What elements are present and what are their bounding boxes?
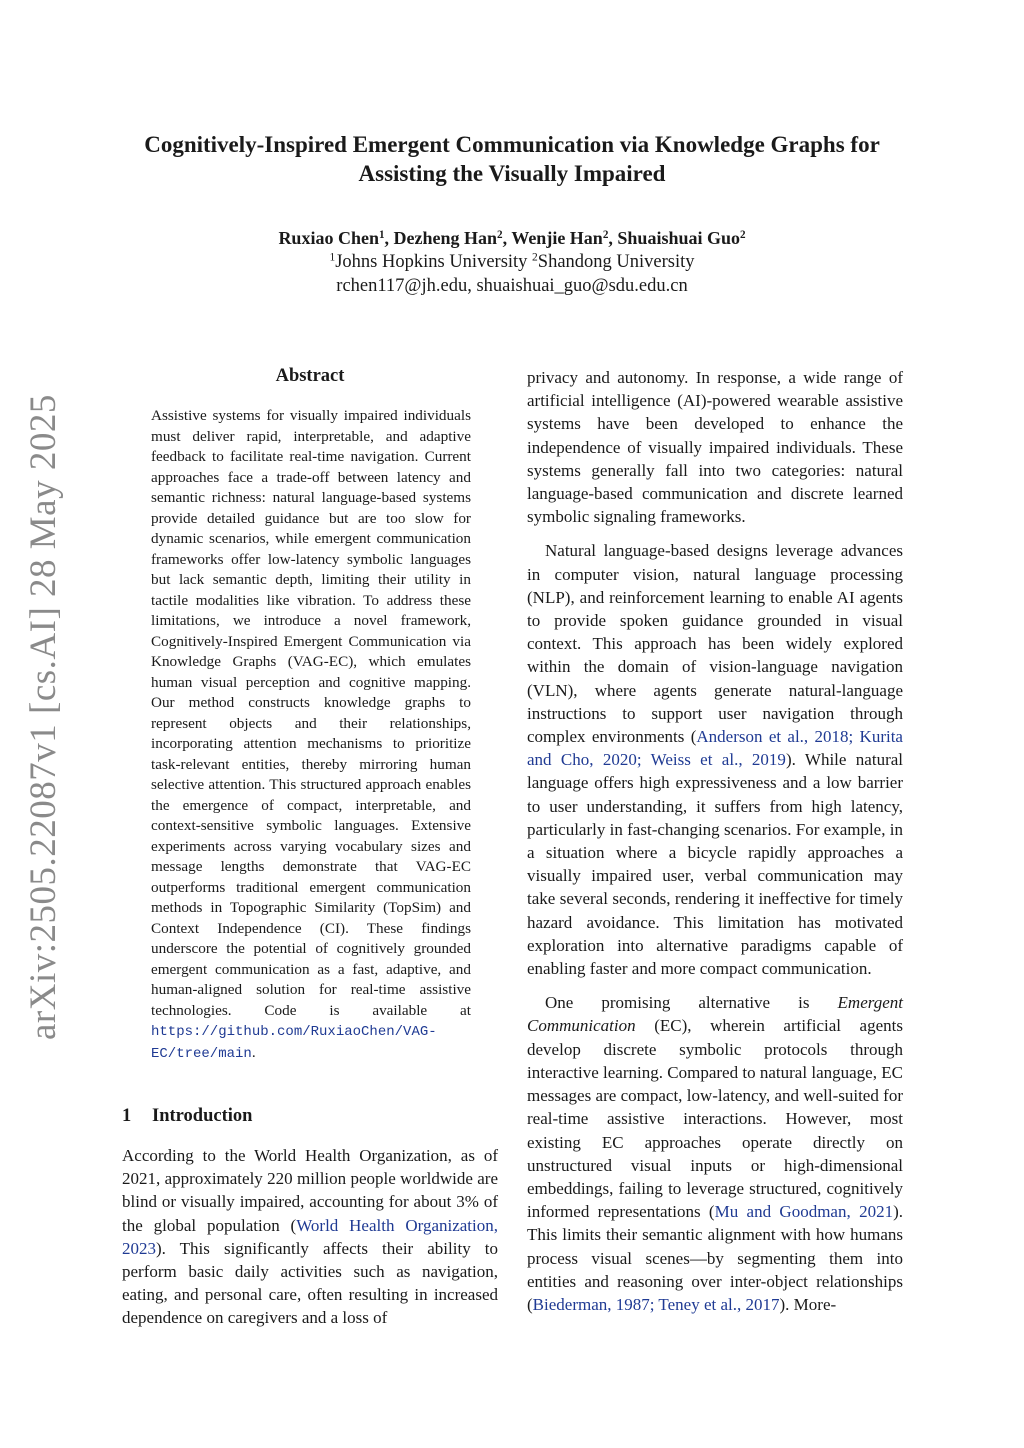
- paragraph-text: One promising alternative is: [545, 993, 838, 1013]
- affil-mark: 2: [532, 251, 538, 264]
- author-emails: rchen117@jh.edu, shuaishuai_guo@sdu.edu.cn: [336, 276, 688, 296]
- code-link[interactable]: https://github.com/RuxiaoChen/VAG-EC/tree/main: [151, 1024, 437, 1062]
- intro-paragraph-2: [527, 539, 903, 980]
- citation-link[interactable]: Mu and Goodman, 2021: [714, 1202, 894, 1222]
- section-title: Introduction: [152, 1106, 253, 1126]
- author-affil-mark: 2: [602, 228, 609, 241]
- paragraph-text: ). More-: [779, 1294, 837, 1314]
- intro-paragraph-3: [527, 991, 903, 1316]
- author-name: Dezheng Han: [393, 228, 498, 248]
- author-affil-mark: 2: [739, 228, 746, 241]
- paragraph-text: ). This significantly affects their ability to perform basic daily activities such as navigation, eating, and personal care, often resulting in increased dependence on caregivers and a loss of: [122, 1238, 498, 1328]
- author-affil-mark: 1: [378, 228, 385, 241]
- author-name: Wenjie Han: [511, 228, 603, 248]
- paper-title: Cognitively-Inspired Emergent Communication via Knowledge Graphs for Assisting the Visually Impaired: [144, 132, 880, 186]
- abstract-text: Assistive systems for visually impaired individuals must deliver rapid, interpretable, and adaptive feedback to facilitate real-time navigation. Current approaches face a trade-off between latency and semantic richness: natural language-based systems provide detailed guidance but are too slow for dynamic scenarios, while emergent communication frameworks offer low-latency symbolic languages but lack semantic depth, limiting their utility in tactile modalities like vibration. To address these limitations, we introduce a novel framework, Cognitively-Inspired Emergent Communication via Knowledge Graphs (VAG-EC), which emulates human visual perception and cognitive mapping. Our method constructs knowledge graphs to represent objects and their relationships, incorporating attention mechanisms to prioritize task-relevant entities, thereby mirroring human selective attention. This structured approach enables the emergence of compact, interpretable, and context-sensitive symbolic languages. Extensive experiments across varying vocabulary sizes and message lengths demonstrate that VAG-EC outperforms traditional emergent communication methods in Topographic Similarity (TopSim) and Context Independence (CI). These findings underscore the potential of cognitively grounded emergent communication as a fast, adaptive, and human-aligned solution for real-time assistive technologies. Code is available at: [151, 407, 471, 1019]
- affil-mark: 1: [329, 251, 336, 264]
- author-affil-mark: 2: [497, 228, 503, 241]
- affiliation: Johns Hopkins University: [335, 252, 528, 272]
- author-name: Shuaishuai Guo: [617, 228, 740, 248]
- citation-link[interactable]: Biederman, 1987; Teney et al., 2017: [532, 1294, 780, 1314]
- abstract-body: [151, 406, 471, 1064]
- paragraph-text: ). This limits their semantic alignment with how humans process visual scenes—by segmenting them into entities and reasoning over inter-object relationships (: [527, 1202, 903, 1314]
- paragraph-text: (EC), wherein artificial agents develop discrete symbolic protocols through interactive learning. Compared to natural language, EC messages are compact, low-latency, and well-suited for real-time assistive interactions. However, most existing EC approaches operate directly on unstructured visual inputs or high-dimensional embeddings, failing to leverage structured, cognitively informed representations (: [527, 1016, 903, 1222]
- author-list: Ruxiao Chen$^1$, Dezheng Han$^2$, Wenjie Han$^2$, Shuaishuai Guo$^2$: [278, 228, 746, 248]
- arxiv-stamp: arXiv:2505.22087v1 [cs.AI] 28 May 2025: [23, 394, 64, 1040]
- section-heading: [122, 1106, 498, 1127]
- section-number: 1: [122, 1106, 132, 1126]
- right-column: [527, 366, 903, 1327]
- intro-paragraph-1-continued: privacy and autonomy. In response, a wide range of artificial intelligence (AI)-powered wearable assistive systems have been developed to enhance the independence of visually impaired individuals. These systems generally fall into two categories: natural language-based communication and discrete learned symbolic signaling frameworks.: [527, 368, 903, 527]
- affiliations: [100, 250, 924, 274]
- emphasis-term: Emergent Communication: [527, 993, 903, 1036]
- abstract-heading: Abstract: [275, 366, 345, 386]
- author-name: Ruxiao Chen: [278, 228, 379, 248]
- abstract-end: .: [251, 1043, 256, 1061]
- paragraph-text: ). While natural language offers high expressiveness and a low barrier to user understanding, it suffers from high latency, particularly in fast-changing scenarios. For example, in a situation where a bicycle rapidly approaches a visually impaired user, verbal communication may take several seconds, rendering it ineffective for timely hazard avoidance. This limitation has motivated exploration into alternative paradigms capable of enabling faster and more compact communication.: [527, 750, 903, 979]
- intro-paragraph-1: [122, 1144, 498, 1330]
- citation-link[interactable]: Anderson et al., 2018; Kurita and Cho, 2020; Weiss et al., 2019: [527, 727, 903, 770]
- citation-link[interactable]: World Health Organization, 2023: [122, 1215, 499, 1258]
- affiliation: Shandong University: [537, 252, 695, 272]
- paragraph-text: Natural language-based designs leverage advances in computer vision, natural language processing (NLP), and reinforcement learning to enable AI agents to provide spoken guidance grounded in visual context. This approach has been widely explored within the domain of vision-language navigation (VLN), where agents generate natural-language instructions to support user navigation through complex environments (: [527, 541, 903, 747]
- paragraph-text: According to the World Health Organization, as of 2021, approximately 220 million people worldwide are blind or visually impaired, accounting for about 3% of the global population (: [122, 1146, 498, 1235]
